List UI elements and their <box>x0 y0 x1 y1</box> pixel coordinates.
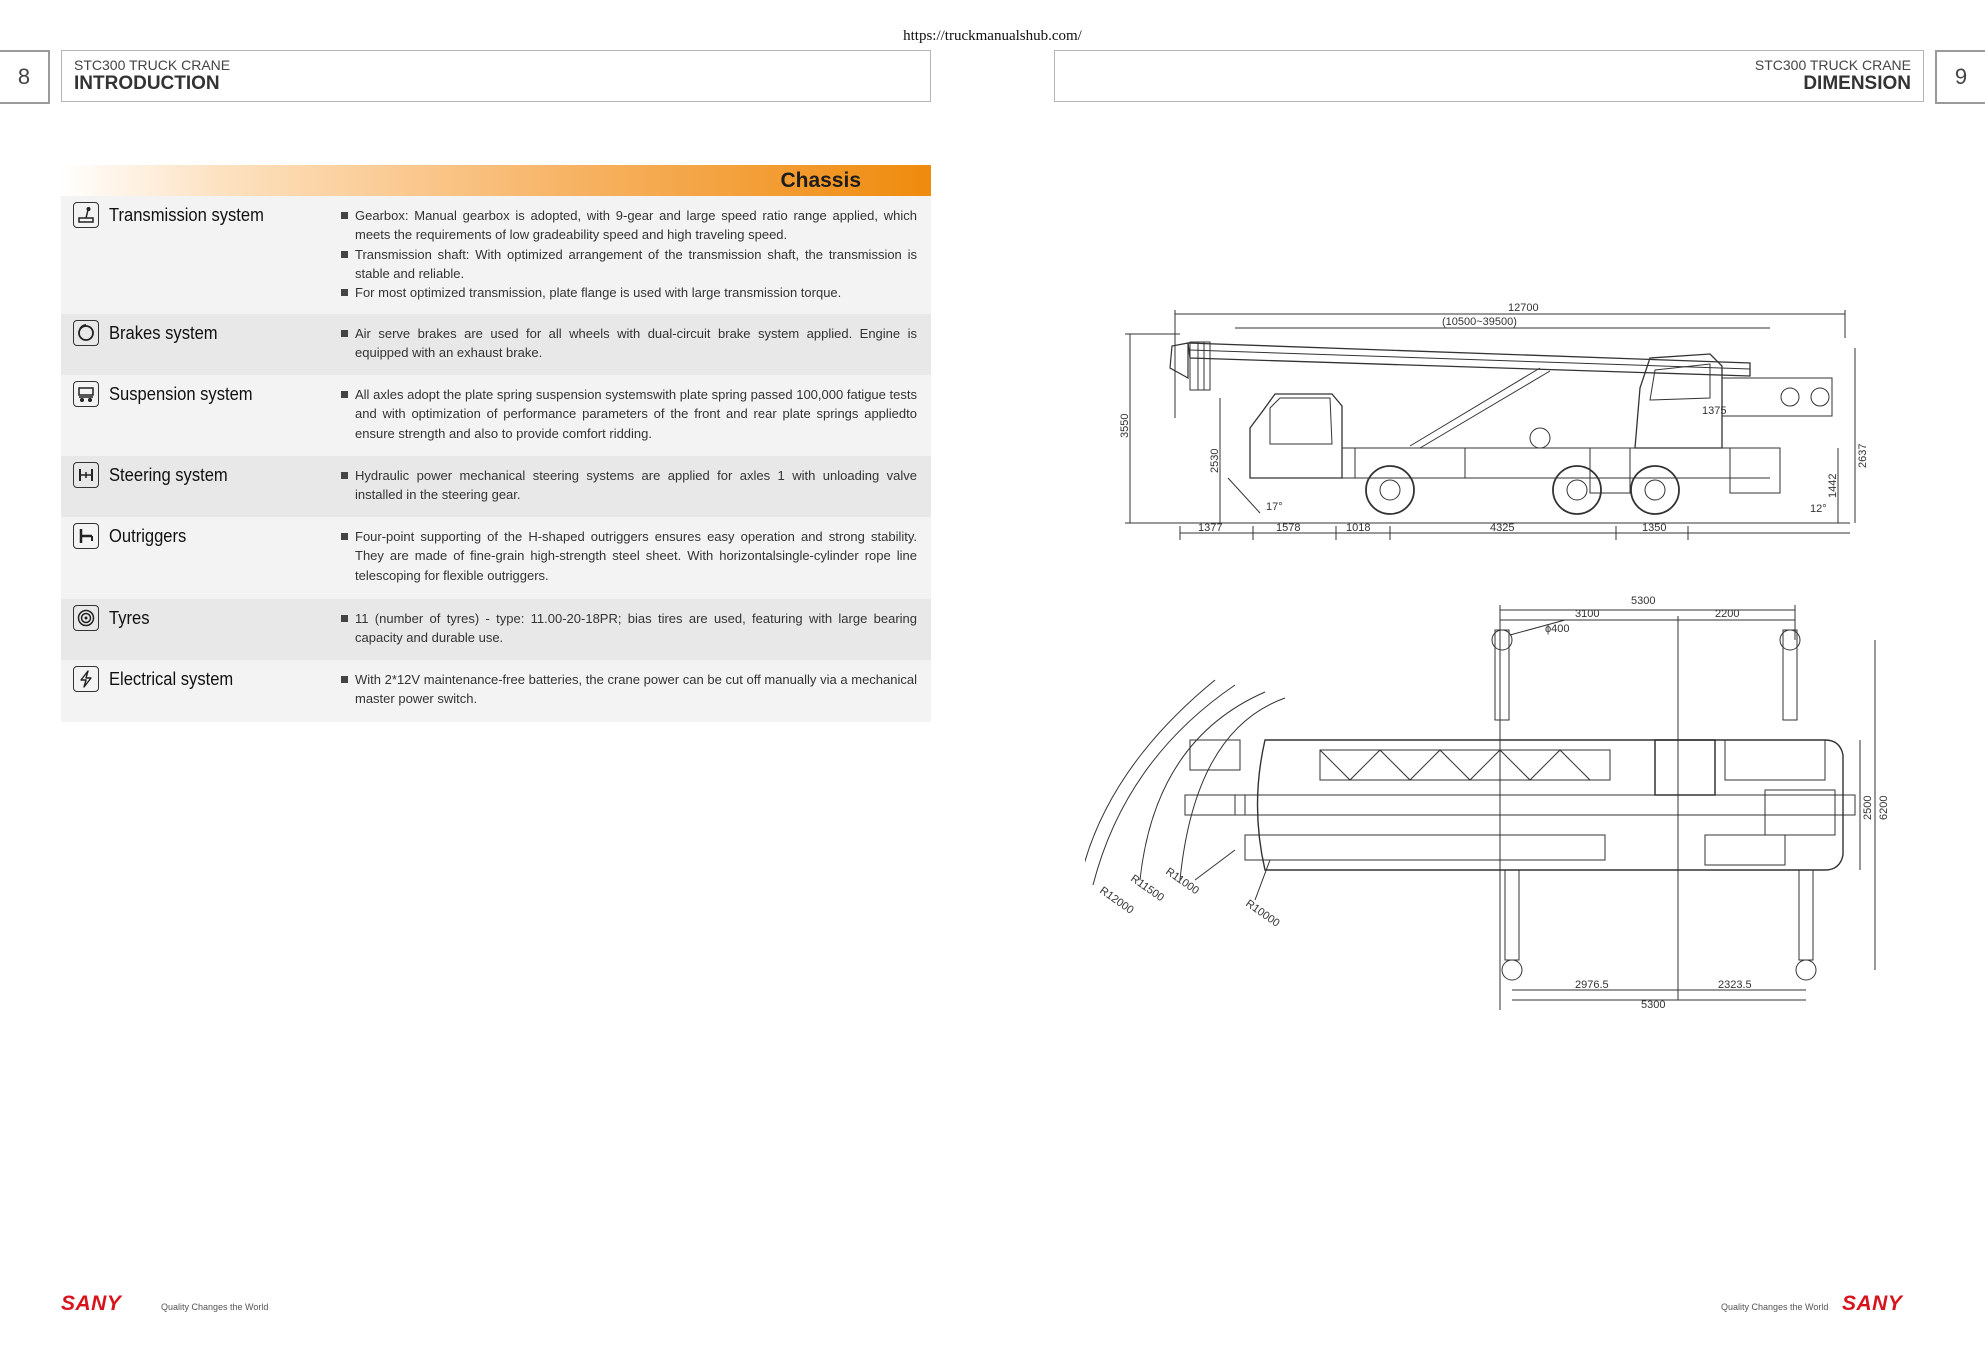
brake-disc-icon <box>73 320 99 346</box>
list-item: 11 (number of tyres) - type: 11.00-20-18PR; bias tires are used, featuring with large bearing capacity and durable use. <box>341 609 917 648</box>
list-item: For most optimized transmission, plate flange is used with large transmission torque. <box>341 283 917 302</box>
row-label-cell <box>61 517 321 599</box>
dim-rear-lower: 1442 <box>1827 473 1839 498</box>
page-number-right: 9 <box>1935 50 1985 104</box>
dim-width: 2500 <box>1862 795 1874 820</box>
lightning-icon <box>73 666 99 692</box>
header-title: INTRODUCTION <box>74 73 220 94</box>
source-url[interactable]: https://truckmanualshub.com/ <box>903 28 1082 44</box>
dim-bottom-span: 5300 <box>1641 999 1666 1010</box>
list-item: Four-point supporting of the H-shaped outriggers ensures easy operation and strong stability. They are made of fine-grain high-strength steel sheet. With horizontalsingle-cylinder rope line telescoping for flexible outriggers. <box>341 527 917 585</box>
dim-outrigger-width: 6200 <box>1878 795 1890 820</box>
page-number-left: 8 <box>0 50 50 104</box>
header-subtitle: STC300 TRUCK CRANE <box>74 57 231 73</box>
sany-logo-right: SANY <box>1842 1292 1903 1315</box>
table-row <box>61 314 931 375</box>
table-row <box>61 196 931 314</box>
row-description <box>321 375 931 456</box>
table-row <box>61 660 931 722</box>
row-label-cell <box>61 375 321 456</box>
row-label: Transmission system <box>109 205 264 225</box>
dim-departure-angle: 12° <box>1810 503 1827 515</box>
crane-top-view-drawing <box>1085 590 1895 1010</box>
tyre-icon <box>73 605 99 631</box>
radius-r11500: R11500 <box>1128 872 1167 905</box>
table-row <box>61 517 931 599</box>
row-description <box>321 517 931 599</box>
dim-axle-2: 1578 <box>1276 522 1301 534</box>
dim-span-rear: 2200 <box>1715 608 1740 620</box>
header-subtitle: STC300 TRUCK CRANE <box>1754 57 1911 73</box>
gear-lever-icon <box>73 202 99 228</box>
row-label: Electrical system <box>109 669 234 689</box>
table-row <box>61 375 931 456</box>
row-description <box>321 660 931 722</box>
table-row <box>61 456 931 517</box>
row-label-cell <box>61 456 321 517</box>
row-description <box>321 196 931 314</box>
table-row <box>61 599 931 660</box>
radius-r10000: R10000 <box>1243 897 1282 930</box>
page-header-right <box>1054 50 1924 102</box>
section-title-bar: Chassis <box>61 165 931 196</box>
row-label: Steering system <box>109 465 228 485</box>
row-label-cell <box>61 599 321 660</box>
sany-logo-left: SANY <box>61 1292 122 1315</box>
list-item: Hydraulic power mechanical steering systems are applied for axles 1 with unloading valve installed in the steering gear. <box>341 466 917 505</box>
dim-span-front: 3100 <box>1575 608 1600 620</box>
suspension-icon <box>73 381 99 407</box>
steering-axle-icon <box>73 462 99 488</box>
dim-height: 3550 <box>1119 413 1131 438</box>
row-label-cell <box>61 314 321 375</box>
dim-boom-range: (10500~39500) <box>1442 316 1517 328</box>
dim-bottom-rear: 2323.5 <box>1718 979 1752 991</box>
dim-axle-5: 1350 <box>1642 522 1667 534</box>
row-label: Suspension system <box>109 384 253 404</box>
dim-outrigger-span: 5300 <box>1631 595 1656 607</box>
list-item: Transmission shaft: With optimized arrangement of the transmission shaft, the transmission is stable and reliable. <box>341 245 917 284</box>
dim-rear-height: 2637 <box>1857 443 1869 468</box>
dim-overall-length: 12700 <box>1508 302 1539 314</box>
slogan-left: Quality Changes the World <box>161 1302 269 1312</box>
dim-axle-3: 1018 <box>1346 522 1371 534</box>
row-label-cell <box>61 196 321 314</box>
dim-axle-1: 1377 <box>1198 522 1223 534</box>
row-label-cell <box>61 660 321 722</box>
list-item: With 2*12V maintenance-free batteries, the crane power can be cut off manually via a mechanical master power switch. <box>341 670 917 709</box>
dim-boom-tip: 1375 <box>1702 405 1727 417</box>
crane-side-view-drawing <box>1110 298 1890 548</box>
radius-r11000: R11000 <box>1163 865 1202 898</box>
header-title: DIMENSION <box>1803 73 1911 94</box>
row-description <box>321 599 931 660</box>
dim-approach-angle: 17° <box>1266 501 1283 513</box>
page-header-left <box>61 50 931 102</box>
outrigger-icon <box>73 523 99 549</box>
dim-pad: ϕ400 <box>1545 623 1570 635</box>
radius-r12000: R12000 <box>1097 884 1136 917</box>
row-label: Outriggers <box>109 526 187 546</box>
row-description <box>321 456 931 517</box>
dim-cab-height: 2530 <box>1209 448 1221 473</box>
list-item: Air serve brakes are used for all wheels with dual-circuit brake system applied. Engine is equipped with an exhaust brake. <box>341 324 917 363</box>
row-label: Brakes system <box>109 323 218 343</box>
slogan-right: Quality Changes the World <box>1721 1302 1829 1312</box>
dim-axle-4: 4325 <box>1490 522 1515 534</box>
chassis-spec-table <box>61 196 931 722</box>
dim-bottom-front: 2976.5 <box>1575 979 1609 991</box>
row-description <box>321 314 931 375</box>
row-label: Tyres <box>109 608 150 628</box>
list-item: All axles adopt the plate spring suspension systemswith plate spring passed 100,000 fatigue tests and with optimization of performance parameters of the front and rear plate springs appliedto ensure strength and also to provide comfort ridding. <box>341 385 917 443</box>
list-item: Gearbox: Manual gearbox is adopted, with 9-gear and large speed ratio range applied, which meets the requirements of low gradeability speed and high traveling speed. <box>341 206 917 245</box>
